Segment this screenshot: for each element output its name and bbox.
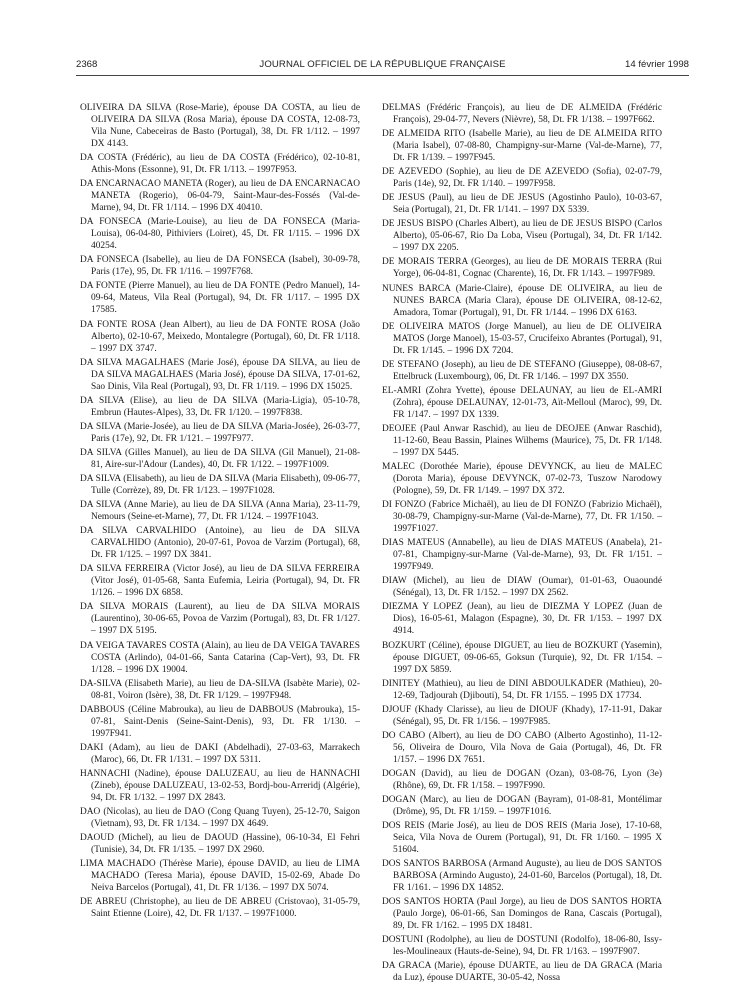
name-change-entry: DEOJEE (Paul Anwar Raschid), au lieu de DEOJEE (Anwar Raschid), 11-12-60, Beau Bassin, Plaines Wilhems (Maurice), 75, Dt. FR 1/148. – 1997 DX 5445. bbox=[382, 423, 662, 458]
name-change-entry: DA FONTE (Pierre Manuel), au lieu de DA FONTE (Pedro Manuel), 14-09-64, Mateus, Vila Real (Portugal), 94, Dt. FR 1/117. – 1995 DX 17585. bbox=[80, 281, 360, 316]
name-change-entry: DOSTUNI (Rodolphe), au lieu de DOSTUNI (Rodolfo), 18-06-80, Issy-les-Moulineaux (Hauts-de-Seine), 94, Dt. FR 1/163. – 1997F907. bbox=[382, 935, 662, 958]
name-change-entry: DAO (Nicolas), au lieu de DAO (Cong Quang Tuyen), 25-12-70, Saigon (Vietnam), 93, Dt. FR 1/134. – 1997 DX 4649. bbox=[80, 806, 360, 829]
name-change-entry: DA SILVA (Gilles Manuel), au lieu de DA SILVA (Gil Manuel), 21-08-81, Aire-sur-l'Adour (Landes), 40, Dt. FR 1/122. – 1997F1009. bbox=[80, 447, 360, 470]
name-change-entry: MALEC (Dorothée Marie), épouse DEVYNCK, au lieu de MALEC (Dorota Maria), épouse DEVYNCK, 07-02-73, Tuszow Narodowy (Pologne), 59, Dt. FR 1/149. – 1997 DX 372. bbox=[382, 462, 662, 497]
name-change-entry: DA-SILVA (Elisabeth Marie), au lieu de DA-SILVA (Isabète Marie), 02-08-81, Voiron (Isère), 38, Dt. FR 1/129. – 1997F948. bbox=[80, 678, 360, 701]
publication-date: 14 février 1998 bbox=[625, 59, 689, 70]
name-change-entry: DE JESUS (Paul), au lieu de DE JESUS (Agostinho Paulo), 10-03-67, Seia (Portugal), 21, Dt. FR 1/141. – 1997 DX 5339. bbox=[382, 193, 662, 216]
name-change-entry: DABBOUS (Céline Mabrouka), au lieu de DABBOUS (Mabrouka), 15-07-81, Saint-Denis (Seine-Saint-Denis), 93, Dt. FR 1/130. – 1997F941. bbox=[80, 704, 360, 739]
name-change-entry: DA SILVA (Anne Marie), au lieu de DA SILVA (Anna Maria), 23-11-79, Nemours (Seine-et-Marne), 77, Dt. FR 1/124. – 1997F1043. bbox=[80, 500, 360, 523]
name-change-entry: DELMAS (Frédéric François), au lieu de DE ALMEIDA (Frédéric François), 29-04-77, Nevers (Nièvre), 58, Dt. FR 1/138. – 1997F662. bbox=[382, 103, 662, 125]
name-change-entry: DA SILVA (Marie-Josée), au lieu de DA SILVA (Maria-Josée), 26-03-77, Paris (17e), 92, Dt. FR 1/121. – 1997F977. bbox=[80, 421, 360, 444]
name-change-entry: DA GRACA (Marie), épouse DUARTE, au lieu de DA GRACA (Maria da Luz), épouse DUARTE, 30-05-42, Nossa bbox=[382, 961, 662, 984]
name-change-entry: DI FONZO (Fabrice Michaël), au lieu de DI FONZO (Fabrizio Michaël), 30-08-79, Champigny-sur-Marne (Val-de-Marne), 77, Dt. FR 1/150. – 1997F1027. bbox=[382, 500, 662, 535]
name-change-entry: DA FONSECA (Marie-Louise), au lieu de DA FONSECA (Maria-Louisa), 06-04-80, Pithiviers (Loiret), 45, Dt. FR 1/115. – 1996 DX 40254. bbox=[80, 217, 360, 252]
name-change-entry: DOS SANTOS BARBOSA (Armand Auguste), au lieu de DOS SANTOS BARBOSA (Armindo Augusto), 24-01-60, Barcelos (Portugal), 18, Dt. FR 1/161. – 1996 DX 14852. bbox=[382, 859, 662, 894]
name-change-entry: DA FONSECA (Isabelle), au lieu de DA FONSECA (Isabel), 30-09-78, Paris (17e), 95, Dt. FR 1/116. – 1997F768. bbox=[80, 255, 360, 278]
name-change-entry: DOGAN (Marc), au lieu de DOGAN (Bayram), 01-08-81, Montélimar (Drôme), 95, Dt. FR 1/159. – 1997F1016. bbox=[382, 794, 662, 817]
name-change-entry: HANNACHI (Nadine), épouse DALUZEAU, au lieu de HANNACHI (Zineb), épouse DALUZEAU, 13-02-53, Bordj-bou-Arreridj (Algérie), 94, Dt. FR 1/132. – 1997 DX 2843. bbox=[80, 768, 360, 803]
name-change-entry: DA SILVA MORAIS (Laurent), au lieu de DA SILVA MORAIS (Laurentino), 30-06-65, Povoa de Varzim (Portugal), 83, Dt. FR 1/127. – 1997 DX 5195. bbox=[80, 602, 360, 637]
left-column bbox=[80, 102, 360, 922]
name-change-entry: DIEZMA Y LOPEZ (Jean), au lieu de DIEZMA Y LOPEZ (Juan de Dios), 16-05-61, Malagon (Espagne), 30, Dt. FR 1/153. – 1997 DX 4914. bbox=[382, 602, 662, 637]
name-change-entry: DE MORAIS TERRA (Georges), au lieu de DE MORAIS TERRA (Rui Yorge), 06-04-81, Cognac (Charente), 16, Dt. FR 1/143. – 1997F989. bbox=[382, 257, 662, 280]
name-change-entry: DA SILVA MAGALHAES (Marie José), épouse DA SILVA, au lieu de DA SILVA MAGALHAES (Maria José), épouse DA SILVA, 17-01-62, Sao Dinis, Vila Real (Portugal), 93, Dt. FR 1/119. – 1996 DX 15025. bbox=[80, 357, 360, 392]
name-change-entry: DA SILVA (Elisabeth), au lieu de DA SILVA (Maria Elisabeth), 09-06-77, Tulle (Corrèze), 89, Dt. FR 1/123. – 1997F1028. bbox=[80, 474, 360, 497]
header-rule bbox=[76, 75, 689, 76]
name-change-entry: DE STEFANO (Joseph), au lieu de DE STEFANO (Giuseppe), 08-08-67, Ettelbruck (Luxembourg), 06, Dt. FR 1/146. – 1997 DX 3550. bbox=[382, 359, 662, 382]
right-column bbox=[382, 102, 662, 987]
name-change-entry: DA COSTA (Frédéric), au lieu de DA COSTA (Frédérico), 02-10-81, Athis-Mons (Essonne), 91, Dt. FR 1/113. – 1997F953. bbox=[80, 153, 360, 176]
page-number: 2368 bbox=[76, 59, 98, 70]
name-change-entry: OLIVEIRA DA SILVA (Rose-Marie), épouse DA COSTA, au lieu de OLIVEIRA DA SILVA (Rosa Maria), épouse DA COSTA, 12-08-73, Vila Nune, Cabeceiras de Basto (Portugal), 38, Dt. FR 1/112. – 1997 DX 4143. bbox=[80, 103, 360, 149]
name-change-entry: DAKI (Adam), au lieu de DAKI (Abdelhadi), 27-03-63, Marrakech (Maroc), 66, Dt. FR 1/131. – 1997 DX 5311. bbox=[80, 742, 360, 765]
name-change-entry: DINITEY (Mathieu), au lieu de DINI ABDOULKADER (Mathieu), 20-12-69, Tadjourah (Djibouti), 54, Dt. FR 1/155. – 1995 DX 17734. bbox=[382, 678, 662, 701]
name-change-entry: DAOUD (Michel), au lieu de DAOUD (Hassine), 06-10-34, El Fehri (Tunisie), 34, Dt. FR 1/135. – 1997 DX 2960. bbox=[80, 833, 360, 856]
name-change-entry: BOZKURT (Céline), épouse DIGUET, au lieu de BOZKURT (Yasemin), épouse DIGUET, 09-06-65, Goksun (Turquie), 92, Dt. FR 1/154. – 1997 DX 5859. bbox=[382, 640, 662, 675]
name-change-entry: DA SILVA CARVALHIDO (Antoine), au lieu de DA SILVA CARVALHIDO (Antonio), 20-07-61, Povoa de Varzim (Portugal), 68, Dt. FR 1/125. – 1997 DX 3841. bbox=[80, 526, 360, 561]
name-change-entry: DOS SANTOS HORTA (Paul Jorge), au lieu de DOS SANTOS HORTA (Paulo Jorge), 06-01-66, San Domingos de Rana, Cascais (Portugal), 89, Dt. FR 1/162. – 1995 DX 18481. bbox=[382, 897, 662, 932]
name-change-entry: DA ENCARNACAO MANETA (Roger), au lieu de DA ENCARNACAO MANETA (Rogerio), 06-04-79, Saint-Maur-des-Fossés (Val-de-Marne), 94, Dt. FR 1/114. – 1996 DX 40410. bbox=[80, 179, 360, 214]
name-change-entry: DE ABREU (Christophe), au lieu de DE ABREU (Cristovao), 31-05-79, Saint Etienne (Loire), 42, Dt. FR 1/137. – 1997F1000. bbox=[80, 897, 360, 920]
name-change-entry: DE JESUS BISPO (Charles Albert), au lieu de DE JESUS BISPO (Carlos Alberto), 05-06-67, Rio Da Loba, Viseu (Portugal), 34, Dt. FR 1/142. – 1997 DX 2205. bbox=[382, 219, 662, 254]
name-change-entry: DO CABO (Albert), au lieu de DO CABO (Alberto Agostinho), 11-12-56, Oliveira de Douro, Vila Nova de Gaia (Portugal), 46, Dt. FR 1/157. – 1996 DX 7651. bbox=[382, 730, 662, 765]
name-change-entry: DE OLIVEIRA MATOS (Jorge Manuel), au lieu de DE OLIVEIRA MATOS (Jorge Manoel), 15-03-57, Crucifeixo Abrantes (Portugal), 91, Dt. FR 1/145. – 1996 DX 7204. bbox=[382, 321, 662, 356]
name-change-entry: DIAS MATEUS (Annabelle), au lieu de DIAS MATEUS (Anabela), 21-07-81, Champigny-sur-Marne (Val-de-Marne), 93, Dt. FR 1/151. – 1997F949. bbox=[382, 538, 662, 573]
page-header bbox=[76, 59, 689, 75]
name-change-entry: DE ALMEIDA RITO (Isabelle Marie), au lieu de DE ALMEIDA RITO (Maria Isabel), 07-08-80, Champigny-sur-Marne (Val-de-Marne), 77, Dt. FR 1/139. – 1997F945. bbox=[382, 129, 662, 164]
name-change-entry: DA SILVA (Elise), au lieu de DA SILVA (Maria-Ligia), 05-10-78, Embrun (Hautes-Alpes), 33, Dt. FR 1/120. – 1997F838. bbox=[80, 395, 360, 418]
name-change-entry: DOS REIS (Marie José), au lieu de DOS REIS (Maria Jose), 17-10-68, Seica, Vila Nova de Ourem (Portugal), 91, Dt. FR 1/160. – 1995 X 51604. bbox=[382, 821, 662, 856]
name-change-entry: DOGAN (David), au lieu de DOGAN (Ozan), 03-08-76, Lyon (3e) (Rhône), 69, Dt. FR 1/158. – 1997F990. bbox=[382, 768, 662, 791]
journal-title: JOURNAL OFFICIEL DE LA RÉPUBLIQUE FRANÇAISE bbox=[259, 59, 506, 70]
name-change-entry: EL-AMRI (Zohra Yvette), épouse DELAUNAY, au lieu de EL-AMRI (Zohra), épouse DELAUNAY, 12-01-73, Aït-Melloul (Maroc), 99, Dt. FR 1/147. – 1997 DX 1339. bbox=[382, 385, 662, 420]
name-change-entry: DE AZEVEDO (Sophie), au lieu de DE AZEVEDO (Sofia), 02-07-79, Paris (14e), 92, Dt. FR 1/140. – 1997F958. bbox=[382, 167, 662, 190]
name-change-entry: LIMA MACHADO (Thérèse Marie), épouse DAVID, au lieu de LIMA MACHADO (Teresa Maria), épouse DAVID, 15-02-69, Abade Do Neiva Barcelos (Portugal), 41, Dt. FR 1/136. – 1997 DX 5074. bbox=[80, 859, 360, 894]
name-change-entry: DIAW (Michel), au lieu de DIAW (Oumar), 01-01-63, Ouaoundé (Sénégal), 13, Dt. FR 1/152. – 1997 DX 2562. bbox=[382, 576, 662, 599]
name-change-entry: DJOUF (Khady Clarisse), au lieu de DIOUF (Khady), 17-11-91, Dakar (Sénégal), 95, Dt. FR 1/156. – 1997F985. bbox=[382, 704, 662, 727]
name-change-entry: DA SILVA FERREIRA (Victor José), au lieu de DA SILVA FERREIRA (Vitor José), 01-05-68, Santa Eufemia, Leiria (Portugal), 94, Dt. FR 1/126. – 1996 DX 6858. bbox=[80, 564, 360, 599]
name-change-entry: DA FONTE ROSA (Jean Albert), au lieu de DA FONTE ROSA (João Alberto), 02-10-67, Meixedo, Montalegre (Portugal), 60, Dt. FR 1/118. – 1997 DX 3747. bbox=[80, 319, 360, 354]
name-change-entry: NUNES BARCA (Marie-Claire), épouse DE OLIVEIRA, au lieu de NUNES BARCA (Maria Clara), épouse DE OLIVEIRA, 08-12-62, Amadora, Tomar (Portugal), 91, Dt. FR 1/144. – 1996 DX 6163. bbox=[382, 283, 662, 318]
name-change-entry: DA VEIGA TAVARES COSTA (Alain), au lieu de DA VEIGA TAVARES COSTA (Arlindo), 04-01-66, Santa Catarina (Cap-Vert), 93, Dt. FR 1/128. – 1996 DX 19004. bbox=[80, 640, 360, 675]
